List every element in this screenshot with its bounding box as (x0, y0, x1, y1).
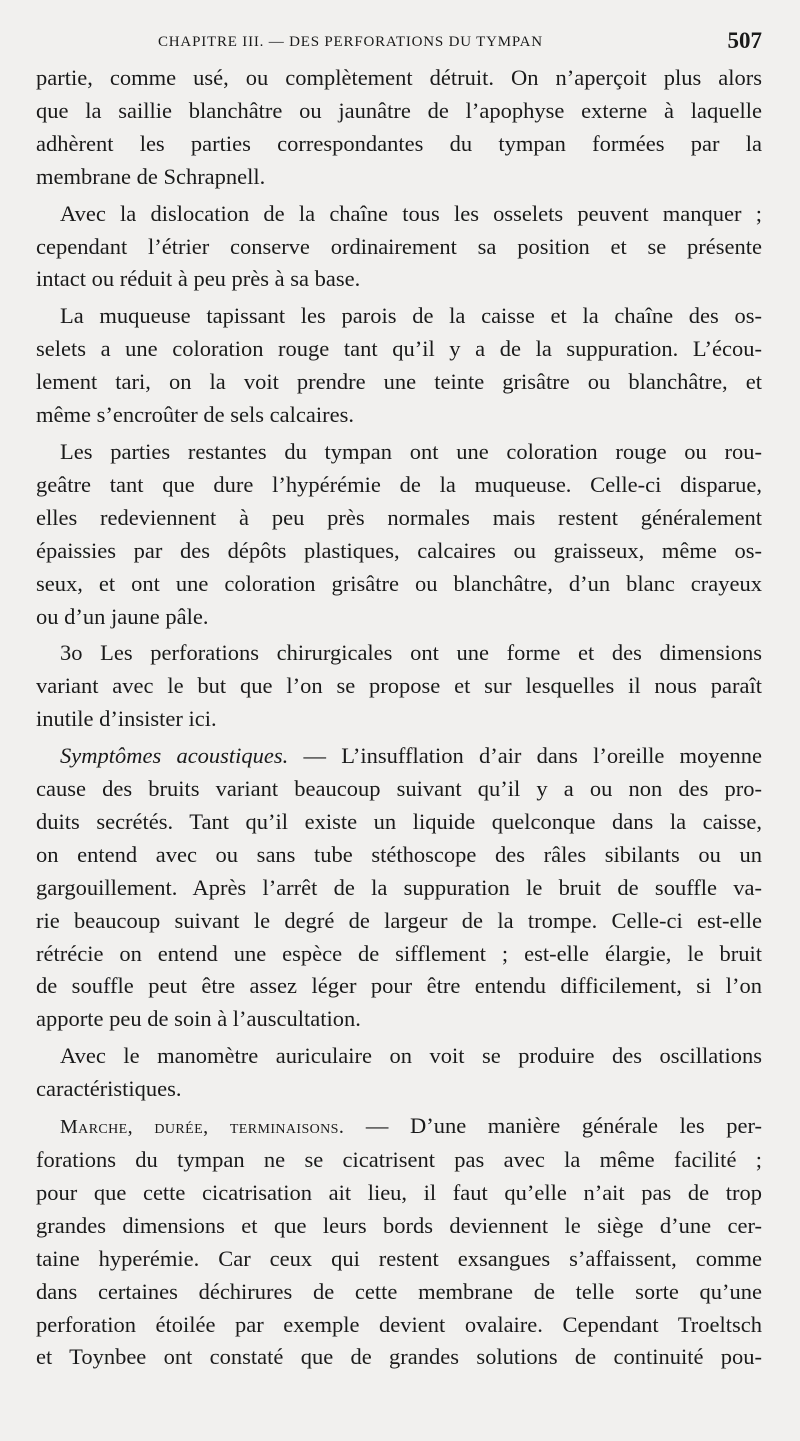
text-line: apporte peu de soin à l’auscultation. (36, 1006, 361, 1032)
text-line: selets a une coloration rouge tant qu’il y a de la suppuration. L’écou- (36, 336, 762, 362)
text-line: on entend avec ou sans tube stéthoscope des râles sibilants ou un (36, 841, 762, 867)
text-line: cause des bruits variant beaucoup suivant qu’il y a ou non des pro- (36, 776, 762, 802)
text-line: perforation étoilée par exemple devient ovalaire. Cependant Troeltsch (36, 1311, 762, 1337)
text-line: geâtre tant que dure l’hypérémie de la muqueuse. Celle-ci disparue, (36, 471, 762, 497)
text-line: lement tari, on la voit prendre une teinte grisâtre ou blanchâtre, et (36, 369, 762, 395)
text-line: de souffle peut être assez léger pour être entendu difficilement, si l’on (36, 973, 762, 999)
paragraph (36, 637, 762, 736)
running-head: CHAPITRE III. — DES PERFORATIONS DU TYMPAN (158, 34, 543, 50)
paragraph (36, 740, 762, 1036)
text-line: dans certaines déchirures de cette membrane de telle sorte qu’une (36, 1278, 762, 1304)
paragraph (36, 1040, 762, 1106)
text-line (36, 1110, 762, 1144)
paragraph (36, 436, 762, 633)
text-run: — L’insufflation d’air dans l’oreille moyenne (288, 743, 762, 769)
text-line: Les parties restantes du tympan ont une coloration rouge ou rou- (60, 438, 762, 464)
text-line: 3o Les perforations chirurgicales ont une forme et des dimensions (60, 640, 762, 666)
text-line: elles redeviennent à peu près normales mais restent généralement (36, 504, 762, 530)
paragraph (36, 62, 762, 194)
text-line: partie, comme usé, ou complètement détruit. On n’aperçoit plus alors (36, 65, 762, 90)
text-line: gargouillement. Après l’arrêt de la suppuration le bruit de souffle va- (36, 874, 762, 900)
text-line: inutile d’insister ici. (36, 706, 217, 732)
text-line: épaissies par des dépôts plastiques, calcaires ou graisseux, même os- (36, 537, 762, 563)
text-line: Avec le manomètre auriculaire on voit se produire des oscillations (60, 1043, 762, 1069)
text-line: membrane de Schrapnell. (36, 163, 266, 189)
text-line: Avec la dislocation de la chaîne tous les osselets peuvent manquer ; (60, 200, 762, 226)
text-line: variant avec le but que l’on se propose et sur lesquelles il nous paraît (36, 673, 762, 699)
text-line: rie beaucoup suivant le degré de largeur de la trompe. Celle-ci est-elle (36, 907, 762, 933)
text-line: pour que cette cicatrisation ait lieu, il faut qu’elle n’ait pas de trop (36, 1179, 762, 1205)
body-text (36, 62, 762, 1378)
text-line: intact ou réduit à peu près à sa base. (36, 266, 361, 292)
page-header (38, 28, 762, 64)
text-line: cependant l’étrier conserve ordinairement sa position et se présente (36, 233, 762, 259)
text-line: duits secrétés. Tant qu’il existe un liquide quelconque dans la caisse, (36, 808, 762, 834)
text-line: seux, et ont une coloration grisâtre ou blanchâtre, d’un blanc crayeux (36, 570, 762, 596)
paragraph (36, 198, 762, 297)
text-line (36, 740, 762, 773)
text-line: forations du tympan ne se cicatrisent pas avec la même facilité ; (36, 1147, 762, 1172)
section-lead-italic: Symptômes acoustiques. (60, 743, 289, 769)
text-line: ou d’un jaune pâle. (36, 603, 209, 629)
paragraph (36, 1110, 762, 1374)
text-line: même s’encroûter de sels calcaires. (36, 402, 354, 428)
page-number: 507 (727, 28, 762, 53)
text-line: grandes dimensions et que leurs bords deviennent le siège d’une cer- (36, 1212, 762, 1238)
text-line: rétrécie on entend une espèce de sifflement ; est-elle élargie, le bruit (36, 940, 762, 966)
text-line: et Toynbee ont constaté que de grandes solutions de continuité pou- (36, 1344, 762, 1370)
text-line: adhèrent les parties correspondantes du tympan formées par la (36, 130, 762, 156)
text-run: — D’une manière générale les per- (344, 1113, 763, 1139)
text-line: que la saillie blanchâtre ou jaunâtre de l’apophyse externe à laquelle (36, 97, 762, 123)
text-line: La muqueuse tapissant les parois de la caisse et la chaîne des os- (60, 303, 762, 329)
paragraph (36, 300, 762, 432)
text-line: taine hyperémie. Car ceux qui restent exsangues s’affaissent, comme (36, 1245, 762, 1271)
section-lead-smallcaps: Marche, durée, terminaisons. (60, 1116, 345, 1139)
text-line: caractéristiques. (36, 1076, 182, 1102)
